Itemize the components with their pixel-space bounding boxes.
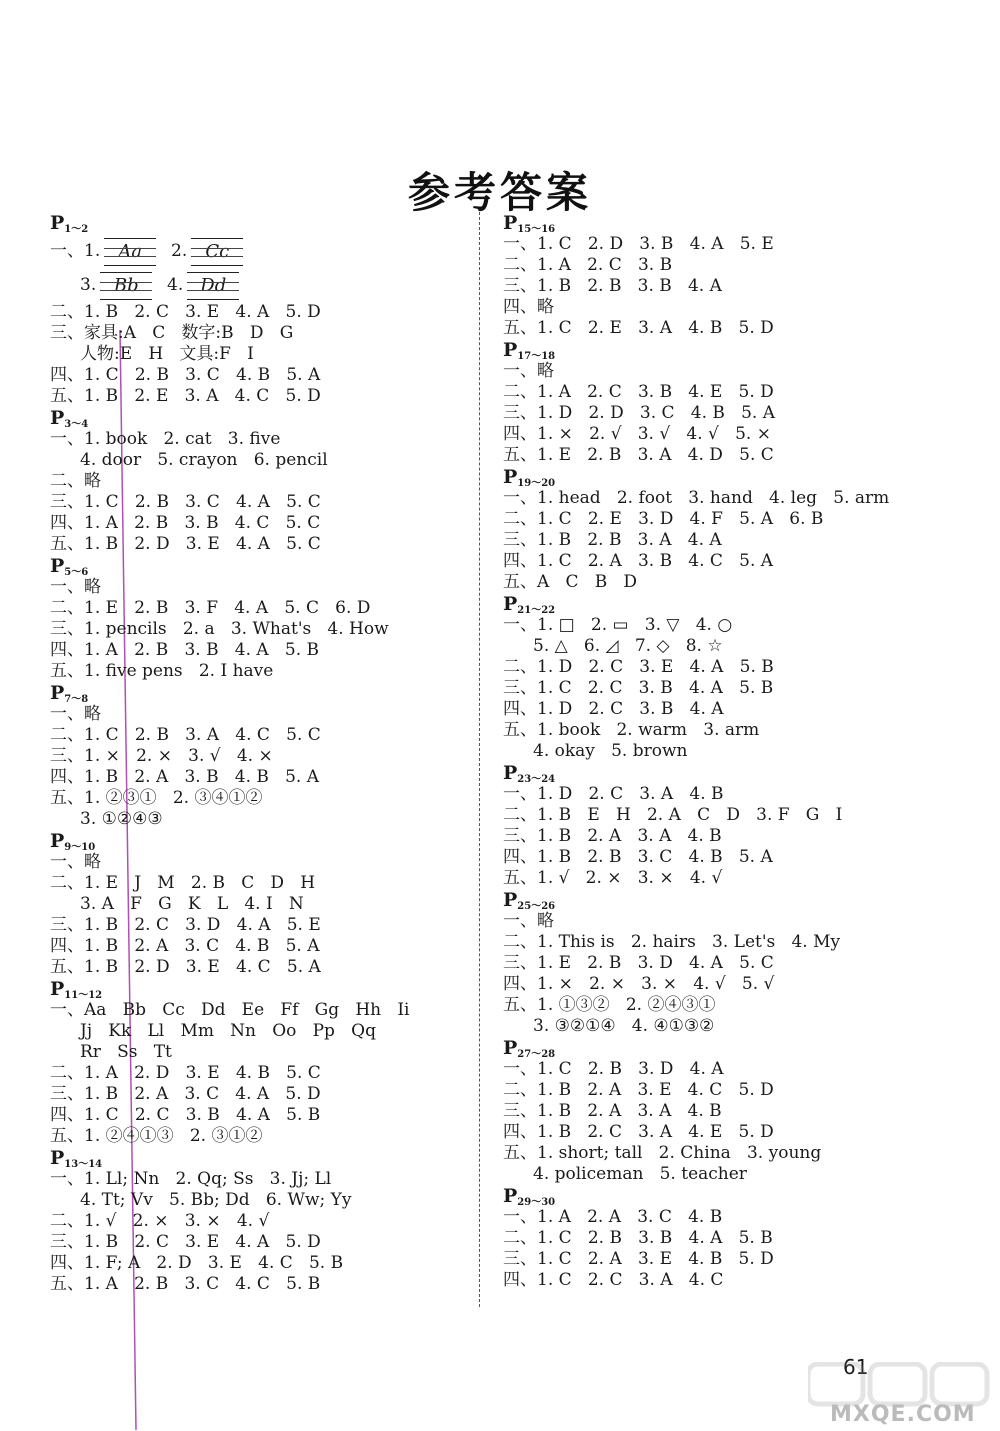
answer-line: 三、1. C 2. B 3. C 4. A 5. C — [50, 492, 321, 512]
penmanship-cell: Aa — [104, 238, 156, 266]
answer-line: 二、1. C 2. B 3. A 4. C 5. C — [50, 725, 321, 745]
answer-line: 二、略 — [50, 471, 101, 491]
penmanship-cell: Bb — [100, 272, 152, 300]
answer-line: 四、1. × 2. √ 3. √ 4. √ 5. × — [503, 424, 771, 444]
answer-line: 4. Tt; Vv 5. Bb; Dd 6. Ww; Yy — [80, 1190, 352, 1210]
page-range-subscript: 7～8 — [64, 694, 89, 705]
answer-line: 二、1. C 2. E 3. D 4. F 5. A 6. B — [503, 509, 824, 529]
question-number: 一、1. — [50, 241, 101, 261]
answer-line: 四、1. A 2. B 3. B 4. A 5. B — [50, 640, 319, 660]
page-range-heading — [503, 762, 943, 784]
answer-line: 五、1. ②③① 2. ③④①② — [50, 788, 263, 808]
page-range-subscript: 3～4 — [64, 419, 89, 430]
answer-line: 3. ①②④③ — [80, 809, 163, 829]
page-range-heading — [503, 339, 943, 361]
answer-line: 二、1. B E H 2. A C D 3. F G I — [503, 805, 843, 825]
answer-line: 四、1. B 2. A 3. C 4. B 5. A — [50, 936, 320, 956]
answer-line: 四、1. F; A 2. D 3. E 4. C 5. B — [50, 1253, 344, 1273]
answer-line: 一、1. C 2. D 3. B 4. A 5. E — [503, 234, 774, 254]
page-range-subscript: 13～14 — [64, 1159, 103, 1170]
answer-line: 四、1. B 2. A 3. B 4. B 5. A — [50, 767, 319, 787]
answer-line: 四、1. B 2. B 3. C 4. B 5. A — [503, 847, 773, 867]
page-range-subscript: 11～12 — [64, 990, 103, 1001]
answer-line: 4. door 5. crayon 6. pencil — [80, 450, 328, 470]
answer-line: 二、1. A 2. D 3. E 4. B 5. C — [50, 1063, 321, 1083]
page-range-label: P — [503, 889, 518, 911]
answer-line: 二、1. E J M 2. B C D H — [50, 873, 316, 893]
answer-line: 一、1. C 2. B 3. D 4. A — [503, 1059, 724, 1079]
answer-line: 四、1. B 2. C 3. A 4. E 5. D — [503, 1122, 774, 1142]
page-range-label: P — [503, 1185, 518, 1207]
answer-line: 二、1. E 2. B 3. F 4. A 5. C 6. D — [50, 598, 371, 618]
page-range-heading — [503, 1185, 943, 1207]
watermark-text: MXQE.COM — [830, 1402, 976, 1427]
answer-line: 二、1. B 2. C 3. E 4. A 5. D — [50, 302, 321, 322]
page-range-subscript: 19～20 — [517, 478, 556, 489]
page-range-heading — [503, 1037, 943, 1059]
column-divider — [479, 212, 480, 1307]
answer-line: 五、1. B 2. E 3. A 4. C 5. D — [50, 386, 321, 406]
answer-line: 四、1. C 2. C 3. B 4. A 5. B — [50, 1105, 321, 1125]
answer-line: 一、略 — [503, 911, 554, 931]
answer-line: 五、1. ①③② 2. ②④③① — [503, 995, 716, 1015]
answer-line: 五、1. B 2. D 3. E 4. C 5. A — [50, 957, 321, 977]
answer-line: 五、1. √ 2. × 3. × 4. √ — [503, 868, 723, 888]
answer-line: 四、1. D 2. C 3. B 4. A — [503, 699, 724, 719]
answer-line: 五、1. short; tall 2. China 3. young — [503, 1143, 822, 1163]
answer-line: 五、1. B 2. D 3. E 4. A 5. C — [50, 534, 321, 554]
page-range-label: P — [50, 212, 65, 234]
answer-line: 三、1. E 2. B 3. D 4. A 5. C — [503, 953, 774, 973]
answer-line: 二、1. C 2. B 3. B 4. A 5. B — [503, 1228, 773, 1248]
answer-line: 四、1. C 2. A 3. B 4. C 5. A — [503, 551, 774, 571]
page-range-subscript: 27～28 — [517, 1049, 556, 1060]
page-range-label: P — [503, 593, 518, 615]
answer-line: 一、1. head 2. foot 3. hand 4. leg 5. arm — [503, 488, 890, 508]
page-range-subscript: 17～18 — [517, 351, 556, 362]
page-range-label: P — [503, 212, 518, 234]
page-title: 参考答案 — [407, 168, 592, 217]
answer-line: 四、1. C 2. C 3. A 4. C — [503, 1270, 724, 1290]
answer-line: 三、1. B 2. A 3. C 4. A 5. D — [50, 1084, 321, 1104]
answer-line: 五、1. five pens 2. I have — [50, 661, 274, 681]
answer-line: 四、略 — [503, 297, 554, 317]
page-range-heading — [50, 555, 490, 577]
answer-line: 三、1. B 2. A 3. A 4. B — [503, 826, 722, 846]
answer-line: 一、略 — [50, 577, 101, 597]
page-range-subscript: 23～24 — [517, 774, 556, 785]
answer-line: 五、1. book 2. warm 3. arm — [503, 720, 760, 740]
answer-line: 三、1. B 2. B 3. A 4. A — [503, 530, 722, 550]
answer-line: 4. okay 5. brown — [533, 741, 688, 761]
page-range-subscript: 15～16 — [517, 224, 556, 235]
page-range-heading — [50, 978, 490, 1000]
answer-line: 二、1. A 2. C 3. B 4. E 5. D — [503, 382, 774, 402]
page-range-subscript: 9～10 — [64, 842, 96, 853]
answer-line: 二、1. D 2. C 3. E 4. A 5. B — [503, 657, 774, 677]
page-range-label: P — [503, 762, 518, 784]
answer-line: 三、1. D 2. D 3. C 4. B 5. A — [503, 403, 775, 423]
answer-line: 三、1. B 2. B 3. B 4. A — [503, 276, 722, 296]
page-range-label: P — [50, 830, 65, 852]
answer-line: 一、略 — [50, 704, 101, 724]
answer-line: 三、1. C 2. C 3. B 4. A 5. B — [503, 678, 774, 698]
answer-line: 三、1. × 2. × 3. √ 4. × — [50, 746, 273, 766]
page-range-subscript: 29～30 — [517, 1197, 556, 1208]
answer-line: 4. policeman 5. teacher — [533, 1164, 747, 1184]
page-range-heading — [50, 212, 490, 234]
page-range-subscript: 1～2 — [64, 224, 89, 235]
question-number: 3. — [80, 275, 97, 295]
page-range-label: P — [50, 682, 65, 704]
page-range-label: P — [50, 1147, 65, 1169]
page-range-heading — [50, 1147, 490, 1169]
answer-line: 四、1. × 2. × 3. × 4. √ 5. √ — [503, 974, 775, 994]
answer-line: 5. △ 6. ◿ 7. ◇ 8. ☆ — [533, 636, 723, 656]
answer-line: 一、略 — [50, 852, 101, 872]
page-range-label: P — [50, 407, 65, 429]
answer-line: 五、1. ②④①③ 2. ③①② — [50, 1126, 263, 1146]
page-range-label: P — [50, 555, 65, 577]
answer-line: 四、1. C 2. B 3. C 4. B 5. A — [50, 365, 321, 385]
answer-line: 三、1. B 2. C 3. D 4. A 5. E — [50, 915, 321, 935]
answer-line: 3. ③②①④ 4. ④①③② — [533, 1016, 715, 1036]
answer-line: 一、1. A 2. A 3. C 4. B — [503, 1207, 723, 1227]
answer-line: 二、1. √ 2. × 3. × 4. √ — [50, 1211, 270, 1231]
answer-line: 人物:E H 文具:F I — [80, 344, 254, 364]
penmanship-answer-line — [50, 268, 490, 302]
penmanship-cell: Cc — [191, 238, 243, 266]
answer-line: 三、1. B 2. A 3. A 4. B — [503, 1101, 722, 1121]
page-range-subscript: 25～26 — [517, 901, 556, 912]
page-range-label: P — [50, 978, 65, 1000]
page-range-heading — [50, 830, 490, 852]
answer-line: 一、1. □ 2. ▭ 3. ▽ 4. ○ — [503, 615, 733, 635]
answer-line: 五、1. A 2. B 3. C 4. C 5. B — [50, 1274, 321, 1294]
page-range-heading — [50, 682, 490, 704]
answer-line: 二、1. A 2. C 3. B — [503, 255, 673, 275]
answer-line: 3. A F G K L 4. I N — [80, 894, 304, 914]
answer-line: 五、A C B D — [503, 572, 638, 592]
answer-line: 二、1. This is 2. hairs 3. Let's 4. My — [503, 932, 841, 952]
page-range-subscript: 21～22 — [517, 605, 556, 616]
penmanship-cell: Dd — [187, 272, 239, 300]
page-range-subscript: 5～6 — [64, 567, 89, 578]
answer-line: 三、1. pencils 2. a 3. What's 4. How — [50, 619, 389, 639]
answer-line: Rr Ss Tt — [80, 1042, 172, 1062]
answer-line: 一、1. book 2. cat 3. five — [50, 429, 281, 449]
page-range-heading — [503, 466, 943, 488]
answer-line: 五、1. C 2. E 3. A 4. B 5. D — [503, 318, 774, 338]
answer-column-left — [50, 212, 490, 1295]
answer-line: 三、1. B 2. C 3. E 4. A 5. D — [50, 1232, 321, 1252]
answer-line: 四、1. A 2. B 3. B 4. C 5. C — [50, 513, 321, 533]
page-range-heading — [503, 889, 943, 911]
answer-line: 三、家具:A C 数字:B D G — [50, 323, 294, 343]
page-range-label: P — [503, 339, 518, 361]
page-range-label: P — [503, 466, 518, 488]
page-number: 61 — [843, 1355, 869, 1379]
answer-line: 二、1. B 2. A 3. E 4. C 5. D — [503, 1080, 774, 1100]
page-range-label: P — [503, 1037, 518, 1059]
answer-line: 一、Aa Bb Cc Dd Ee Ff Gg Hh Ii — [50, 1000, 410, 1020]
answer-line: Jj Kk Ll Mm Nn Oo Pp Qq — [80, 1021, 376, 1041]
answer-line: 一、1. D 2. C 3. A 4. B — [503, 784, 724, 804]
page-range-heading — [503, 593, 943, 615]
penmanship-answer-line — [50, 234, 490, 268]
answer-line: 一、略 — [503, 361, 554, 381]
page-range-heading — [503, 212, 943, 234]
page-range-heading — [50, 407, 490, 429]
answer-line: 三、1. C 2. A 3. E 4. B 5. D — [503, 1249, 774, 1269]
answer-column-right — [503, 212, 943, 1291]
answer-line: 一、1. Ll; Nn 2. Qq; Ss 3. Jj; Ll — [50, 1169, 332, 1189]
question-number: 2. — [160, 241, 188, 261]
question-number: 4. — [156, 275, 184, 295]
answer-line: 五、1. E 2. B 3. A 4. D 5. C — [503, 445, 774, 465]
